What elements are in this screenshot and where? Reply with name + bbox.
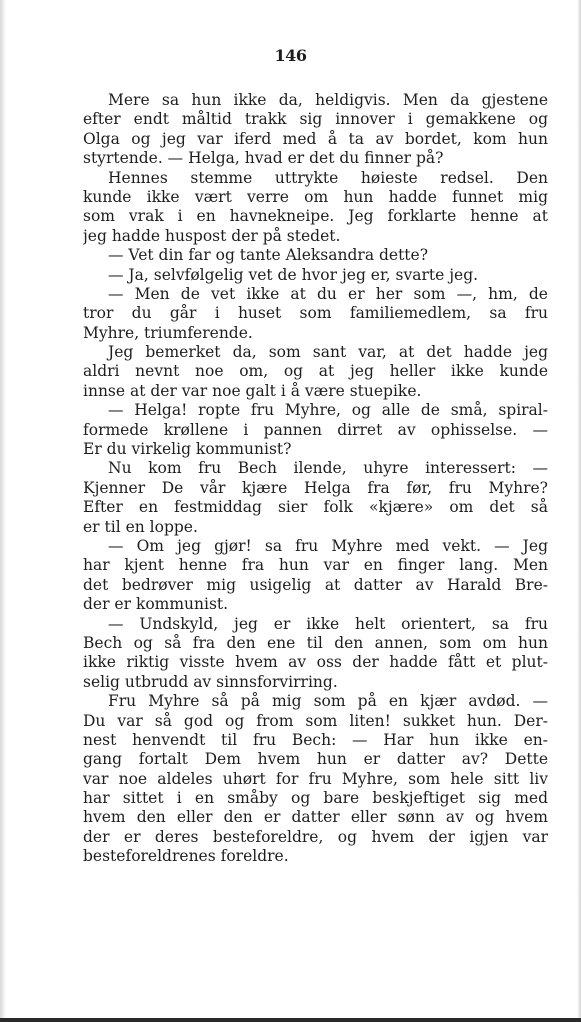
- text-line: Efter en festmiddag sier folk «kjære» om det så: [83, 498, 548, 517]
- text-line: Jeg bemerket da, som sant var, at det hadde jeg: [108, 343, 548, 362]
- text-line: Myhre, triumferende.: [83, 323, 253, 342]
- text-line: ikke riktig visste hvem av oss der hadde fått et plut-: [83, 653, 548, 672]
- text-line: — Men de vet ikke at du er her som —, hm, de: [108, 284, 548, 303]
- text-line: — Vet din far og tante Aleksandra dette?: [108, 246, 429, 265]
- body-text: [83, 91, 548, 867]
- page-right-edge-shadow: [577, 0, 581, 1022]
- text-line: innse at der var noe galt i å være stuepike.: [83, 381, 422, 400]
- page-left-edge-shadow: [0, 0, 6, 1022]
- text-line: har kjent henne fra hun var en finger lang. Men: [83, 556, 548, 575]
- text-line: som vrak i en havnekneipe. Jeg forklarte henne at: [83, 207, 548, 226]
- text-line: er til en loppe.: [83, 517, 198, 536]
- text-line: Fru Myhre så på mig som på en kjær avdød. —: [108, 692, 548, 711]
- text-line: selig utbrudd av sinnsforvirring.: [83, 672, 338, 691]
- text-line: efter endt måltid trakk sig innover i gemakkene og: [83, 110, 548, 129]
- text-line: har sittet i en småby og bare beskjeftiget sig med: [83, 789, 548, 808]
- text-line: styrtende. — Helga, hvad er det du finner på?: [83, 149, 444, 168]
- page-number: 146: [274, 46, 307, 65]
- text-line: Er du virkelig kommunist?: [83, 440, 292, 459]
- text-line: hvem den eller den er datter eller sønn av og hvem: [83, 808, 548, 827]
- text-line: kunde ikke vært verre om hun hadde funnet mig: [83, 187, 548, 206]
- text-line: var noe aldeles uhørt for fru Myhre, som hele sitt liv: [83, 769, 548, 788]
- text-line: — Om jeg gjør! sa fru Myhre med vekt. — Jeg: [108, 536, 548, 555]
- page-bottom-edge: [0, 1018, 581, 1022]
- text-line: besteforeldrenes foreldre.: [83, 847, 289, 866]
- text-line: gang fortalt Dem hvem hun er datter av? Dette: [83, 750, 548, 769]
- text-line: det bedrøver mig usigelig at datter av Harald Bre-: [83, 575, 548, 594]
- text-line: Bech og så fra den ene til den annen, som om hun: [83, 633, 548, 652]
- text-line: Hennes stemme uttrykte høieste redsel. Den: [108, 168, 548, 187]
- text-line: Olga og jeg var iferd med å ta av bordet, kom hun: [83, 129, 548, 148]
- text-line: — Helga! ropte fru Myhre, og alle de små, spiral-: [108, 401, 548, 420]
- text-line: jeg hadde huspost der på stedet.: [83, 226, 341, 245]
- text-line: — Undskyld, jeg er ikke helt orientert, sa fru: [108, 614, 548, 633]
- text-line: Mere sa hun ikke da, heldigvis. Men da gjestene: [108, 91, 548, 109]
- text-line: der er kommunist.: [83, 595, 229, 614]
- text-line: der er deres besteforeldre, og hvem der igjen var: [83, 827, 548, 846]
- text-line: nest henvendt til fru Bech: — Har hun ikke en-: [83, 730, 548, 749]
- text-line: Nu kom fru Bech ilende, uhyre interessert: —: [108, 459, 548, 478]
- text-line: Du var så god og from som liten! sukket hun. Der-: [83, 711, 548, 730]
- text-line: — Ja, selvfølgelig vet de hvor jeg er, svarte jeg.: [108, 265, 479, 284]
- text-line: formede krøllene i pannen dirret av ophisselse. —: [83, 420, 548, 439]
- text-line: aldri nevnt noe om, og at jeg heller ikke kunde: [83, 362, 548, 381]
- text-line: tror du går i huset som familiemedlem, sa fru: [83, 304, 548, 323]
- text-line: Kjenner De vår kjære Helga fra før, fru Myhre?: [83, 478, 548, 497]
